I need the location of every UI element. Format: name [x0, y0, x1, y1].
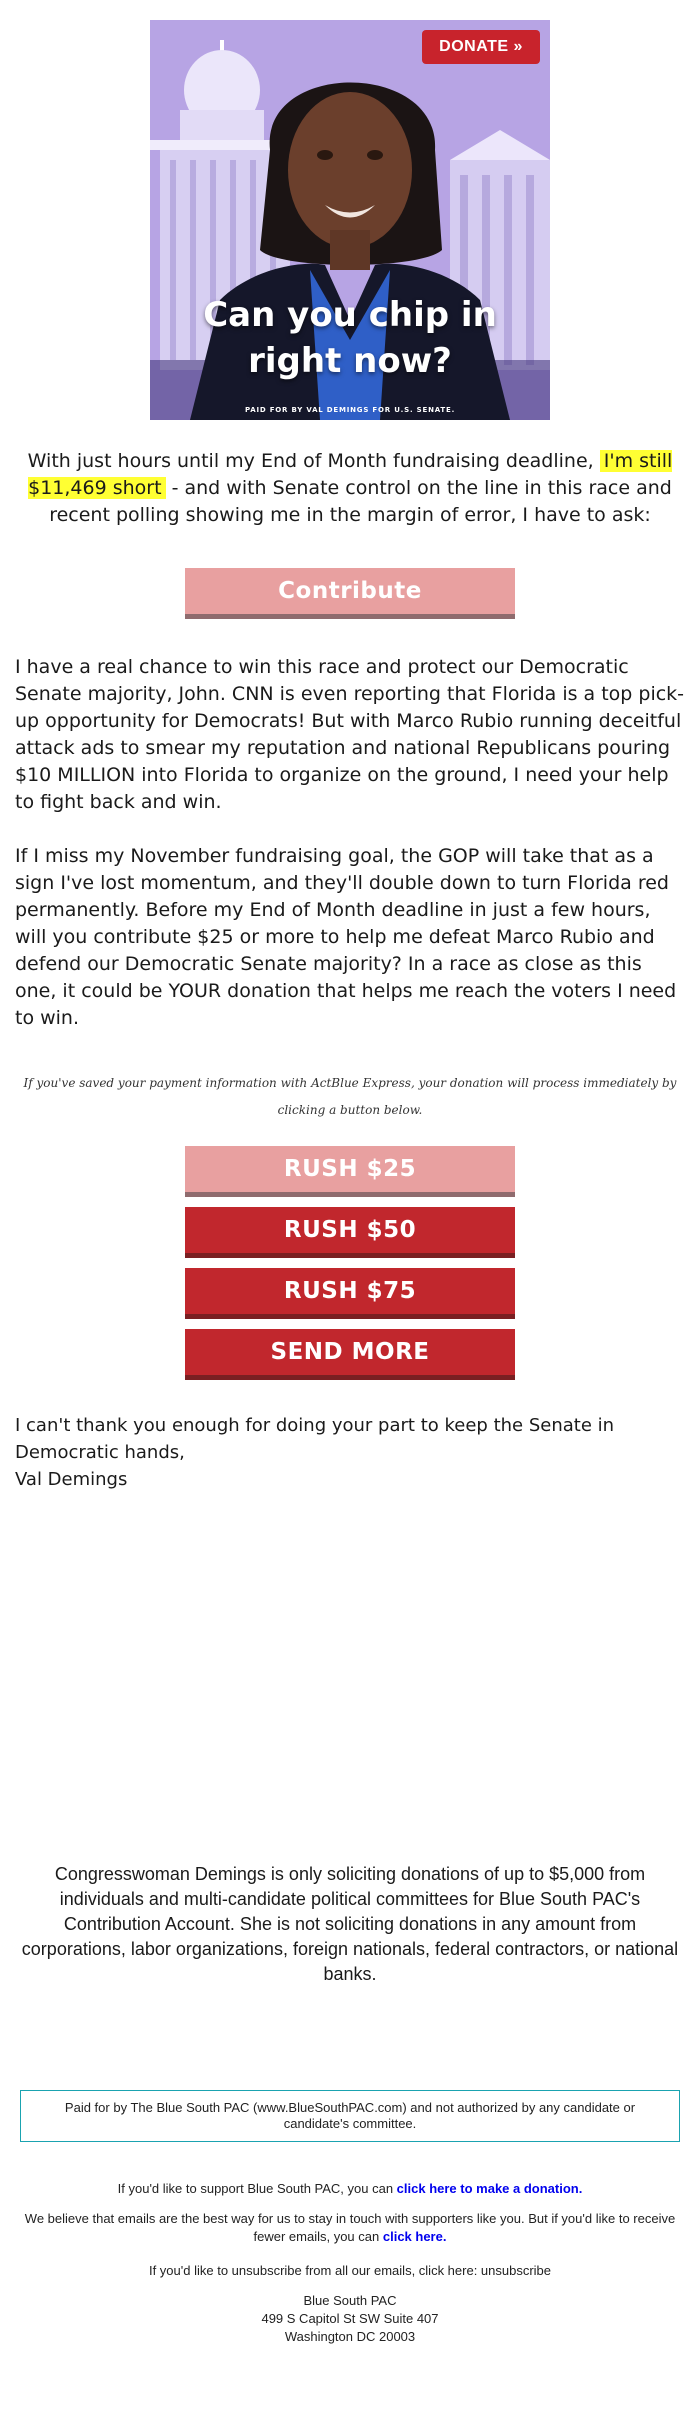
make-donation-link[interactable]: click here to make a donation.	[396, 2181, 583, 2196]
contribute-button[interactable]: Contribute	[185, 568, 515, 619]
rush-25-button[interactable]: RUSH $25	[185, 1146, 515, 1197]
signoff	[15, 1412, 685, 1493]
footer-address-line1: 499 S Capitol St SW Suite 407	[261, 2311, 439, 2326]
body-paragraph-2: If I miss my November fundraising goal, the GOP will take that as a sign I've lost momentum, and they'll double down to turn Florida red permanently. Before my End of Month deadline in just a few hours, will you contribute $25 or more to help me defeat Marco Rubio and defend our Democratic Senate majority? In a race as close as this one, it could be YOUR donation that helps me reach the voters I need to win.	[15, 845, 677, 1029]
footer-fewer-text: We believe that emails are the best way for us to stay in touch with supporters like you. But if you'd like to receive fewer emails, you can	[24, 2211, 676, 2244]
intro-highlight: I'm still $11,469 short	[28, 450, 673, 499]
hero-image[interactable]	[150, 20, 550, 420]
paid-for-text: Paid for by The Blue South PAC (www.BlueSouthPAC.com) and not authorized by any candidate or candidate's committee.	[64, 2100, 636, 2131]
hero-donate-badge[interactable]: DONATE »	[422, 30, 540, 64]
signoff-text: I can't thank you enough for doing your part to keep the Senate in Democratic hands,	[15, 1415, 615, 1463]
actblue-express-note: If you've saved your payment information with ActBlue Express, your donation will process immediately by clicking a button below.	[23, 1076, 677, 1117]
hero-headline-line1: Can you chip in	[203, 295, 497, 335]
hero-headline-line2: right now?	[248, 341, 452, 381]
rush-75-button[interactable]: RUSH $75	[185, 1268, 515, 1319]
footer-unsubscribe-line[interactable]: If you'd like to unsubscribe from all our emails, click here: unsubscribe	[148, 2263, 552, 2278]
body-paragraph-1: I have a real chance to win this race and protect our Democratic Senate majority, John. CNN is even reporting that Florida is a top pick-up opportunity for Democrats! But with Marco Rubio running deceitful attack ads to smear my reputation and national Republicans pouring $10 MILLION into Florida to organize on the ground, I need your help to fight back and win.	[15, 656, 685, 813]
hero-paid-for-line: PAID FOR BY VAL DEMINGS FOR U.S. SENATE.	[244, 406, 456, 414]
footer-fewer-emails-line	[20, 2210, 680, 2246]
intro-text-1: With just hours until my End of Month fundraising deadline,	[27, 450, 600, 472]
footer-address-line2: Washington DC 20003	[284, 2329, 416, 2344]
footer-support-text: If you'd like to support Blue South PAC, you can	[117, 2181, 397, 2196]
intro-paragraph	[22, 448, 678, 529]
hero-headline	[150, 292, 550, 384]
fewer-emails-link[interactable]: click here.	[382, 2229, 447, 2244]
footer-org-name: Blue South PAC	[303, 2293, 397, 2308]
paid-for-box	[20, 2090, 680, 2142]
solicitation-disclaimer: Congresswoman Demings is only soliciting donations of up to $5,000 from individuals and multi-candidate political committees for Blue South PAC's Contribution Account. She is not soliciting donations in any amount from corporations, labor organizations, foreign nationals, federal contractors, or national banks.	[21, 1864, 679, 1984]
rush-50-button[interactable]: RUSH $50	[185, 1207, 515, 1258]
send-more-button[interactable]: SEND MORE	[185, 1329, 515, 1380]
signoff-name: Val Demings	[15, 1469, 128, 1490]
intro-text-2: - and with Senate control on the line in this race and recent polling showing me in the margin of error, I have to ask:	[49, 477, 672, 526]
footer-support-line	[20, 2180, 680, 2198]
